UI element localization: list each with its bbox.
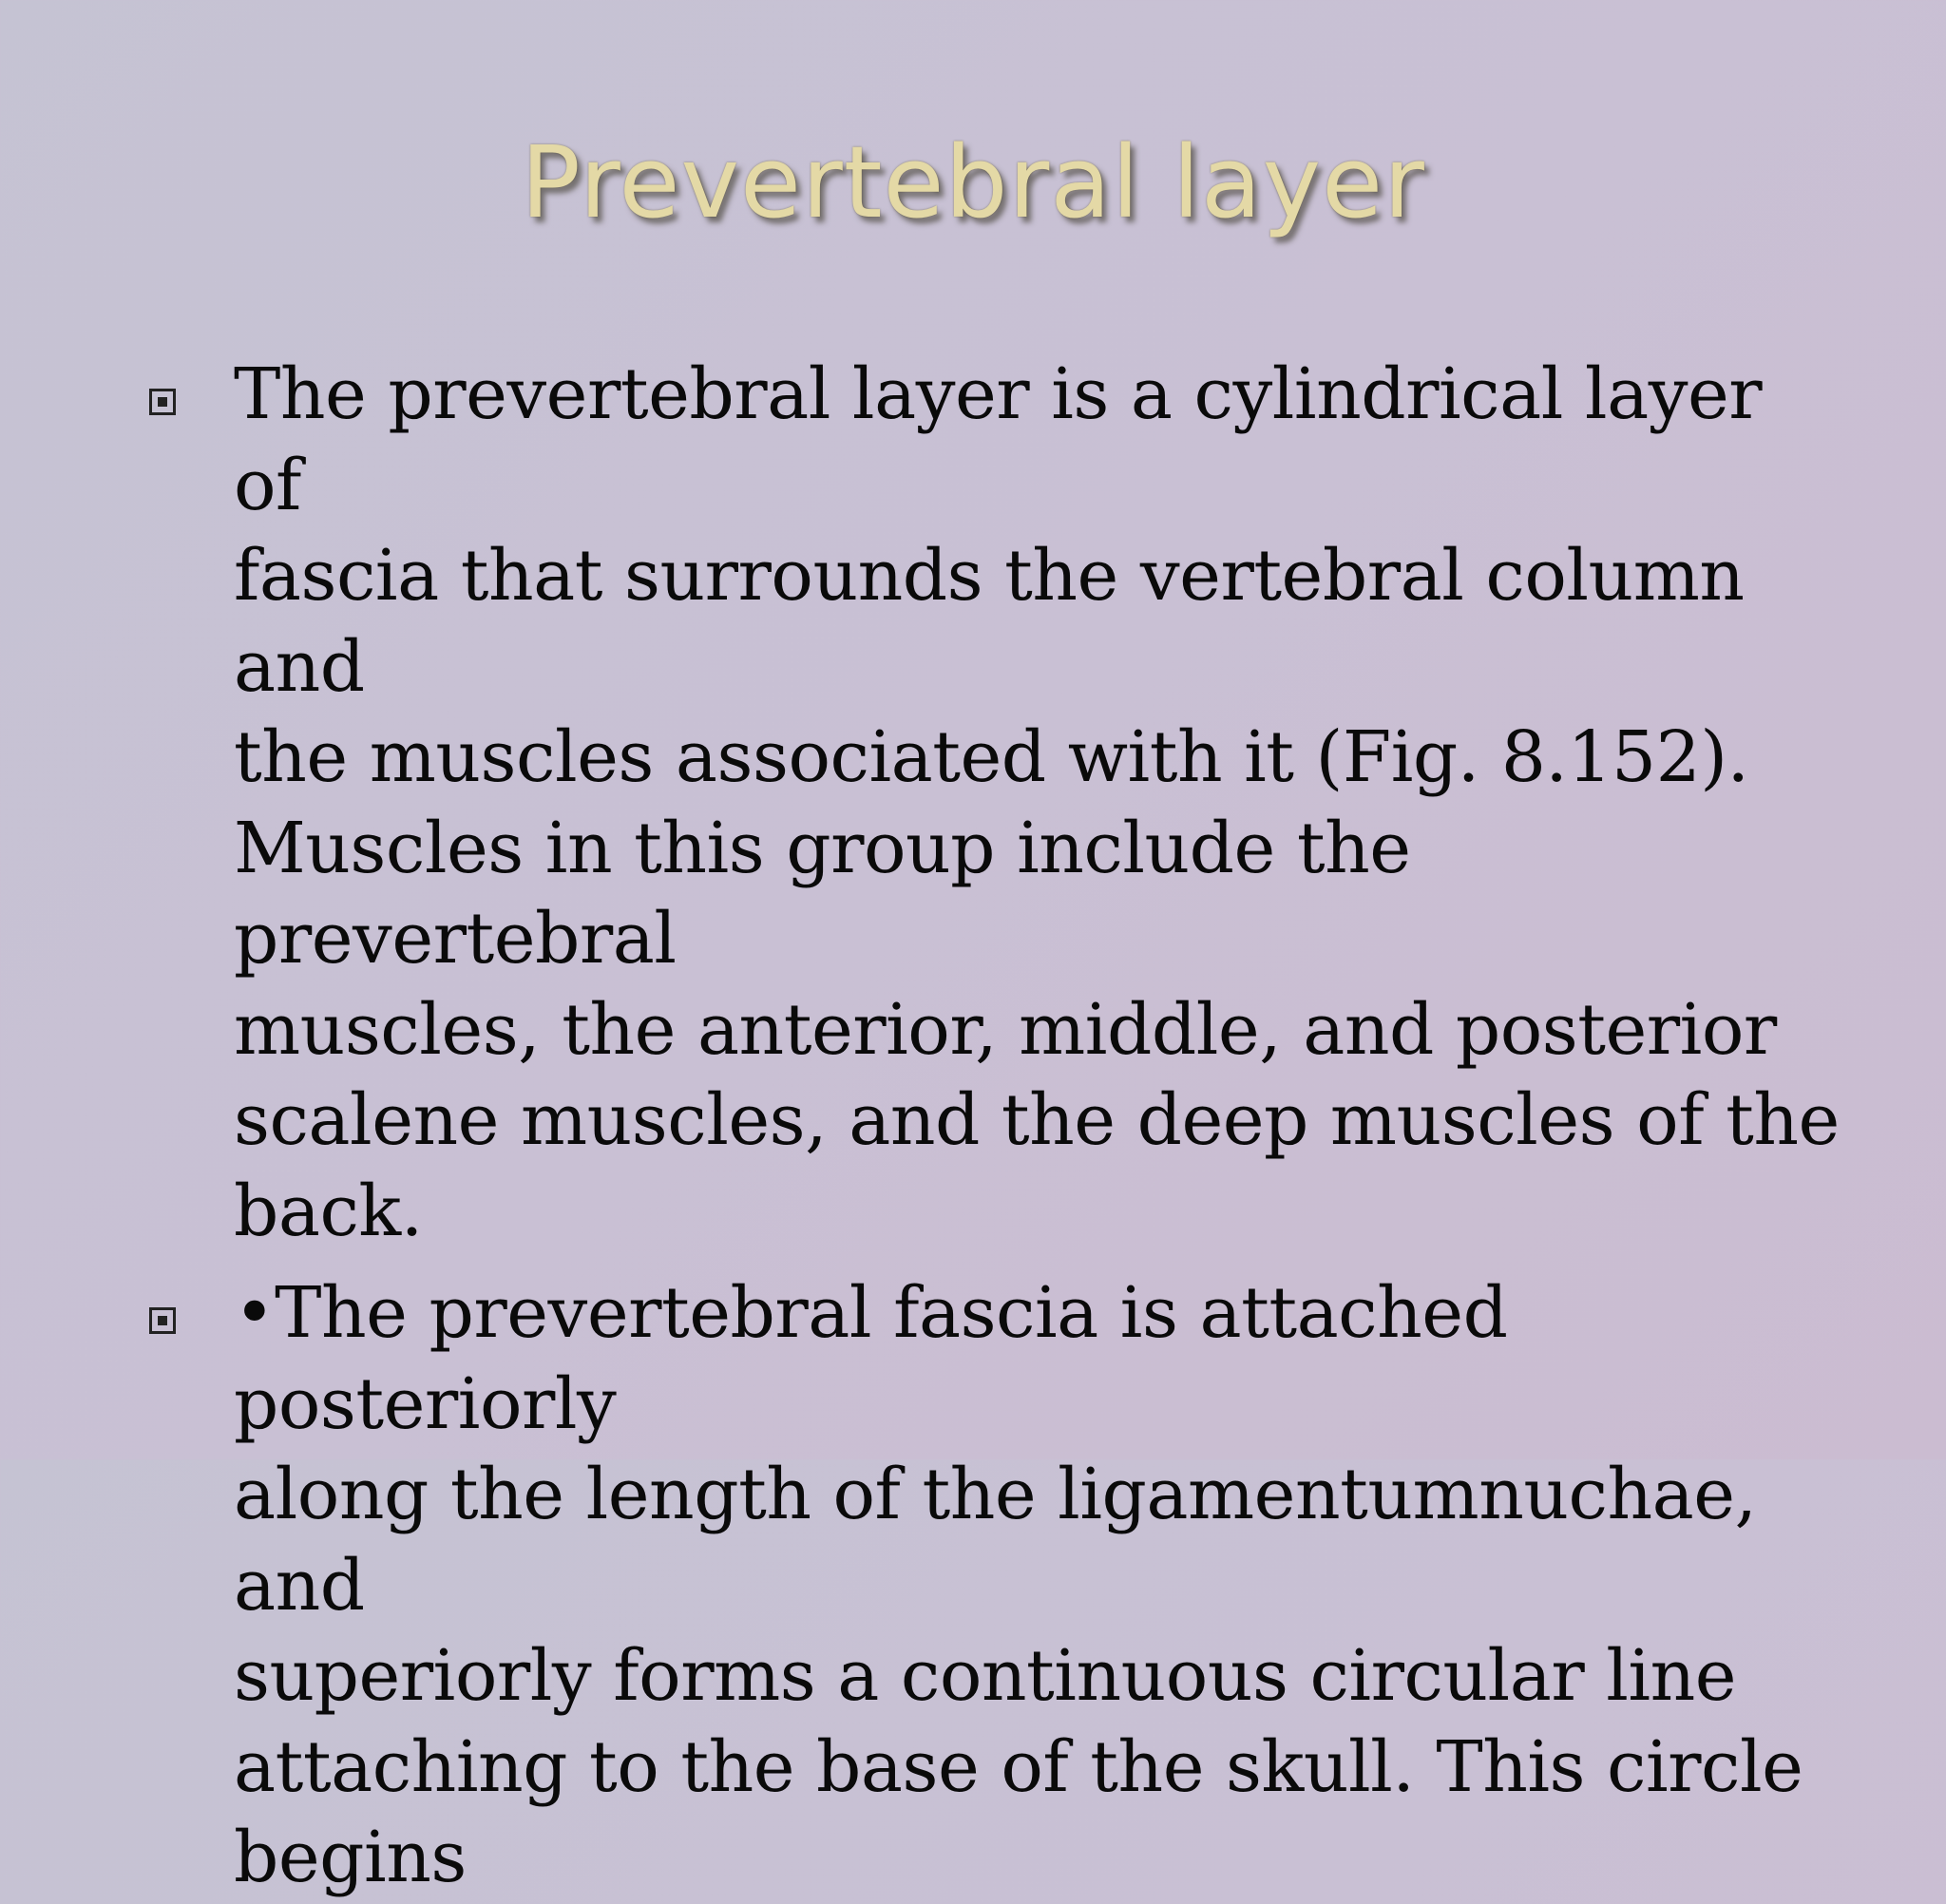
bullet-item xyxy=(0,350,1946,1257)
bullet-text: •The prevertebral fascia is attached posteriorly along the length of the ligamentumnuchae, and superiorly forms a continuous circular line attaching to the base of the skull. This circle begins xyxy=(234,1272,1803,1898)
bullet-item xyxy=(0,1268,1946,1904)
bullet-list xyxy=(0,350,1946,1904)
square-bullet-icon xyxy=(149,1307,176,1334)
square-bullet-icon xyxy=(149,389,176,415)
slide-title: Prevertebral layer xyxy=(521,124,1425,240)
bullet-text: The prevertebral layer is a cylindrical layer of fascia that surrounds the vertebral column and the muscles associated with it (Fig. 8.152). Muscles in this group include the prevertebral muscles, the anterior, middle, and posterior scalene muscles, and the deep muscles of the back. xyxy=(234,353,1840,1252)
